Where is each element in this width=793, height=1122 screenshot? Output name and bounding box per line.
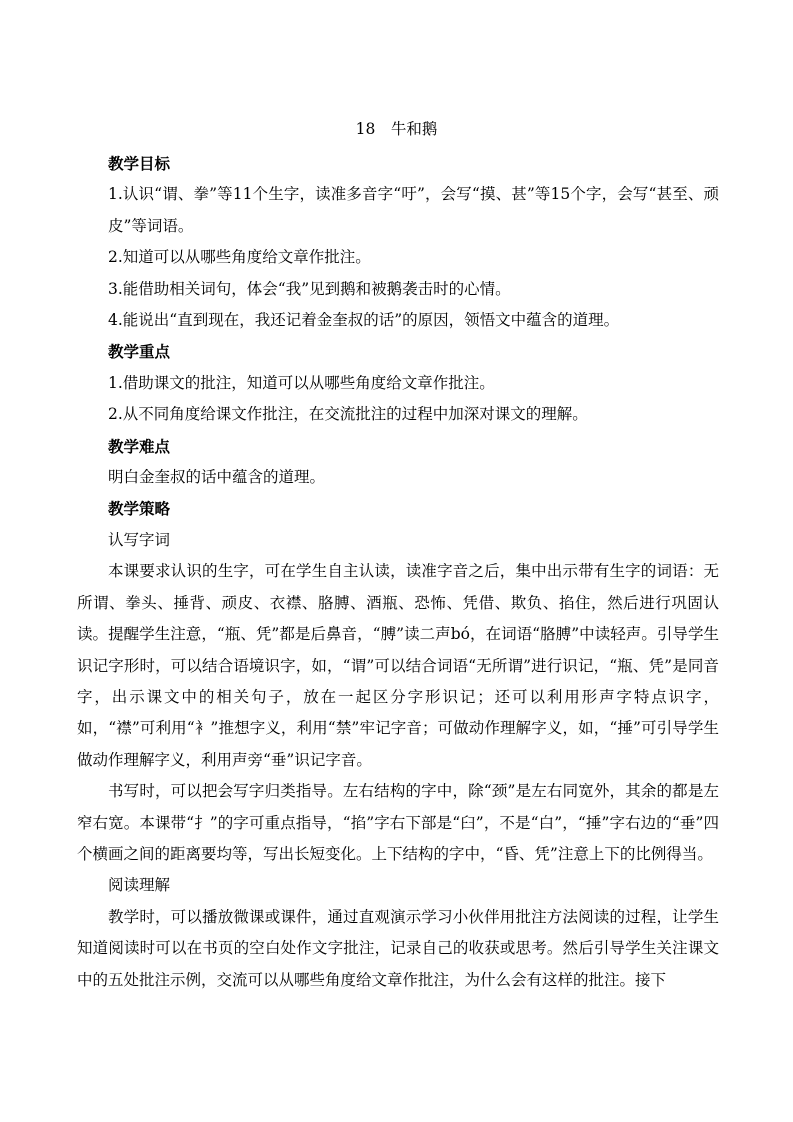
difficulty-heading: 教学难点 (108, 436, 171, 456)
key-points-heading: 教学重点 (108, 342, 171, 362)
document-body (77, 148, 719, 996)
strategy-heading: 教学策略 (108, 499, 171, 519)
word-learning-subheading: 认写字词 (108, 530, 171, 549)
goals-heading: 教学目标 (108, 154, 171, 173)
goal-item-2: 2.知道可以从哪些角度给文章作批注。 (108, 248, 371, 267)
goal-item-4: 4.能说出“直到现在，我还记着金奎叔的话”的原因，领悟文中蕴含的道理。 (108, 311, 620, 330)
difficulty-text: 明白金奎叔的话中蕴含的道理。 (108, 468, 326, 487)
goal-item-3: 3.能借助相关词句，体会“我”见到鹅和被鹅袭击时的心情。 (108, 279, 511, 298)
goal-item-1: 1.认识“谓、拳”等11个生字，读准多音字“吁”，会写“摸、甚”等15个字，会写“甚至、顽皮”等词语。 (108, 185, 719, 235)
key-point-2: 2.从不同角度给课文作批注，在交流批注的过程中加深对课文的理解。 (108, 405, 588, 424)
paragraph-writing-guidance: 书写时，可以把会写字归类指导。左右结构的字中，除“颈”是左右同宽外，其余的都是左窄右宽。本课带“扌”的字可重点指导，“掐”字右下部是“臼”，不是“白”，“捶”字右边的“垂”四个横画之间的距离要均等，写出长短变化。上下结构的字中，“昏、凭”注意上下的比例得当。 (77, 782, 719, 863)
reading-subheading: 阅读理解 (108, 876, 171, 895)
paragraph-reading-comprehension: 教学时，可以播放微课或课件，通过直观演示学习小伙伴用批注方法阅读的过程，让学生知道阅读时可以在书页的空白处作文字批注，记录自己的收获或思考。然后引导学生关注课文中的五处批注示例，交流可以从哪些角度给文章作批注，为什么会有这样的批注。接下 (77, 907, 719, 989)
lesson-title: 18 牛和鹅 (355, 120, 438, 138)
paragraph-word-recognition: 本课要求认识的生字，可在学生自主认读，读准字音之后，集中出示带有生字的词语：无所谓、拳头、捶背、顽皮、衣襟、胳膊、酒瓶、恐怖、凭借、欺负、掐住，然后进行巩固认读。提醒学生注意，“瓶、凭”都是后鼻音，“膊”读二声bó，在词语“胳膊”中读轻声。引导学生识记字形时，可以结合语境识字，如，“谓”可以结合词语“无所谓”进行识记，“瓶、凭”是同音字，出示课文中的相关句子，放在一起区分字形识记；还可以利用形声字特点识字，如，“襟”可利用“衤”推想字义，利用“禁”牢记字音；可做动作理解字义，如，“捶”可引导学生做动作理解字义，利用声旁“垂”识记字音。 (77, 562, 719, 769)
key-point-1: 1.借助课文的批注，知道可以从哪些角度给文章作批注。 (108, 373, 495, 392)
